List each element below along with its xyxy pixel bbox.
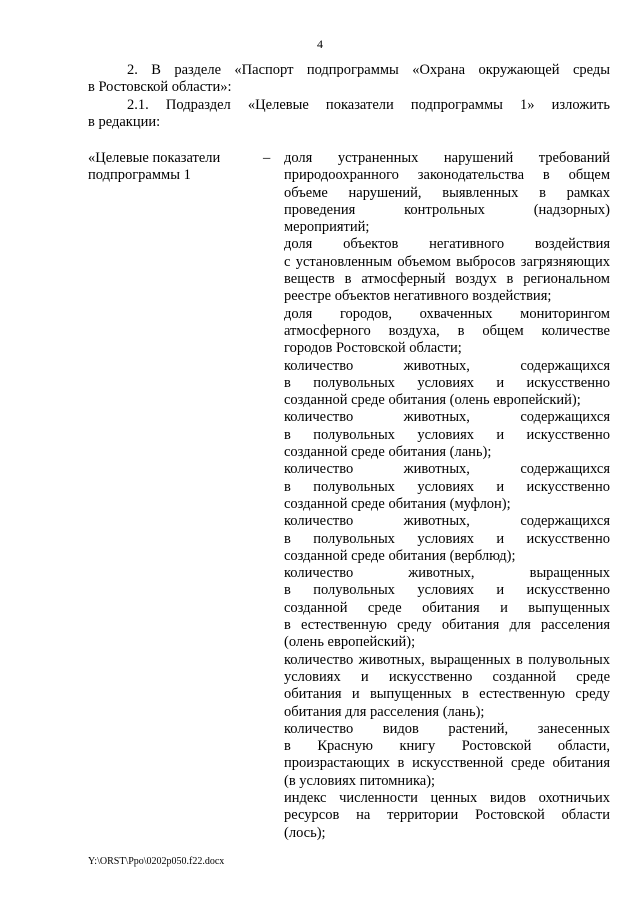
indicator-line: созданной среде обитания и выпущенных — [284, 599, 610, 616]
indicator-line: в полувольных условиях и искусственно — [284, 530, 610, 547]
label-line-2: подпрограммы 1 — [88, 167, 191, 184]
indicator-line: реестре объектов негативного воздействия; — [284, 288, 552, 305]
indicator-line: в полувольных условиях и искусственно — [284, 582, 610, 599]
indicator-line: веществ в атмосферный воздух в региональном — [284, 271, 610, 288]
indicator-line: обитания для расселения (лань); — [284, 703, 485, 720]
indicator-line: (олень европейский); — [284, 634, 416, 651]
indicator-item — [284, 721, 610, 790]
indicator-line: доля городов, охваченных мониторингом — [284, 305, 610, 322]
label-line-1: «Целевые показатели — [88, 150, 221, 166]
indicator-line: городов Ростовской области; — [284, 340, 462, 357]
indicator-item — [284, 513, 610, 565]
indicator-line: с установленным объемом выбросов загрязняющих — [284, 253, 610, 270]
intro-line-2: в Ростовской области»: — [88, 79, 232, 96]
indicator-line: созданной среде обитания (верблюд); — [284, 547, 516, 564]
indicator-item — [284, 409, 610, 461]
indicator-item — [284, 236, 610, 305]
intro-section — [88, 62, 610, 131]
indicator-line: (лось); — [284, 824, 326, 841]
indicator-line: количество животных, выращенных в полувольных — [284, 651, 610, 668]
indicator-line: проведения контрольных (надзорных) — [284, 201, 610, 218]
indicator-line: количество животных, содержащихся — [284, 409, 610, 426]
indicator-item — [284, 461, 610, 513]
indicator-line: условиях и искусственно созданной среде — [284, 668, 610, 685]
intro-line-4: в редакции: — [88, 113, 161, 130]
indicator-line: в естественную среду обитания для расселения — [284, 617, 610, 634]
indicator-item — [284, 150, 610, 236]
indicator-line: мероприятий; — [284, 219, 370, 236]
indicator-line: природоохранного законодательства в общем — [284, 167, 610, 184]
indicator-line: в Красную книгу Ростовской области, — [284, 738, 610, 755]
indicator-item — [284, 565, 610, 651]
indicator-item — [284, 790, 610, 842]
indicator-item — [284, 306, 610, 358]
intro-line-3: 2.1. Подраздел «Целевые показатели подпрограммы 1» изложить — [127, 96, 610, 113]
intro-line-1: 2. В разделе «Паспорт подпрограммы «Охрана окружающей среды — [127, 62, 610, 78]
indicator-line: в полувольных условиях и искусственно — [284, 478, 610, 495]
indicator-line: созданной среде обитания (олень европейский); — [284, 392, 581, 409]
intro-paragraph-1 — [88, 62, 610, 97]
indicator-line: (в условиях питомника); — [284, 772, 436, 789]
indicator-item — [284, 652, 610, 721]
indicators-label — [88, 150, 248, 185]
indicator-line: количество животных, содержащихся — [284, 461, 610, 478]
indicator-line: объеме нарушений, выявленных в рамках — [284, 184, 610, 201]
intro-paragraph-2 — [88, 97, 610, 132]
indicator-line: обитания и выпущенных в естественную среду — [284, 686, 610, 703]
indicator-line: доля объектов негативного воздействия — [284, 236, 610, 253]
label-dash: – — [263, 150, 271, 166]
indicator-line: количество животных, выращенных — [284, 565, 610, 582]
indicator-line: количество животных, содержащихся — [284, 513, 610, 530]
indicators-list — [284, 150, 610, 842]
indicator-item — [284, 358, 610, 410]
indicator-line: количество животных, содержащихся — [284, 357, 610, 374]
indicator-line: ресурсов на территории Ростовской области — [284, 807, 610, 824]
indicator-line: количество видов растений, занесенных — [284, 720, 610, 737]
footer-file-path: Y:\ORST\Ppo\0202p050.f22.docx — [88, 856, 225, 867]
indicator-line: произрастающих в искусственной среде обитания — [284, 755, 610, 772]
indicator-line: в полувольных условиях и искусственно — [284, 374, 610, 391]
indicator-line: индекс численности ценных видов охотничьих — [284, 789, 610, 806]
indicator-line: в полувольных условиях и искусственно — [284, 426, 610, 443]
indicator-line: атмосферного воздуха, в общем количестве — [284, 322, 610, 339]
indicator-line: доля устраненных нарушений требований — [284, 150, 610, 166]
indicator-line: созданной среде обитания (лань); — [284, 444, 492, 461]
indicator-line: созданной среде обитания (муфлон); — [284, 495, 511, 512]
page-number: 4 — [317, 37, 323, 51]
